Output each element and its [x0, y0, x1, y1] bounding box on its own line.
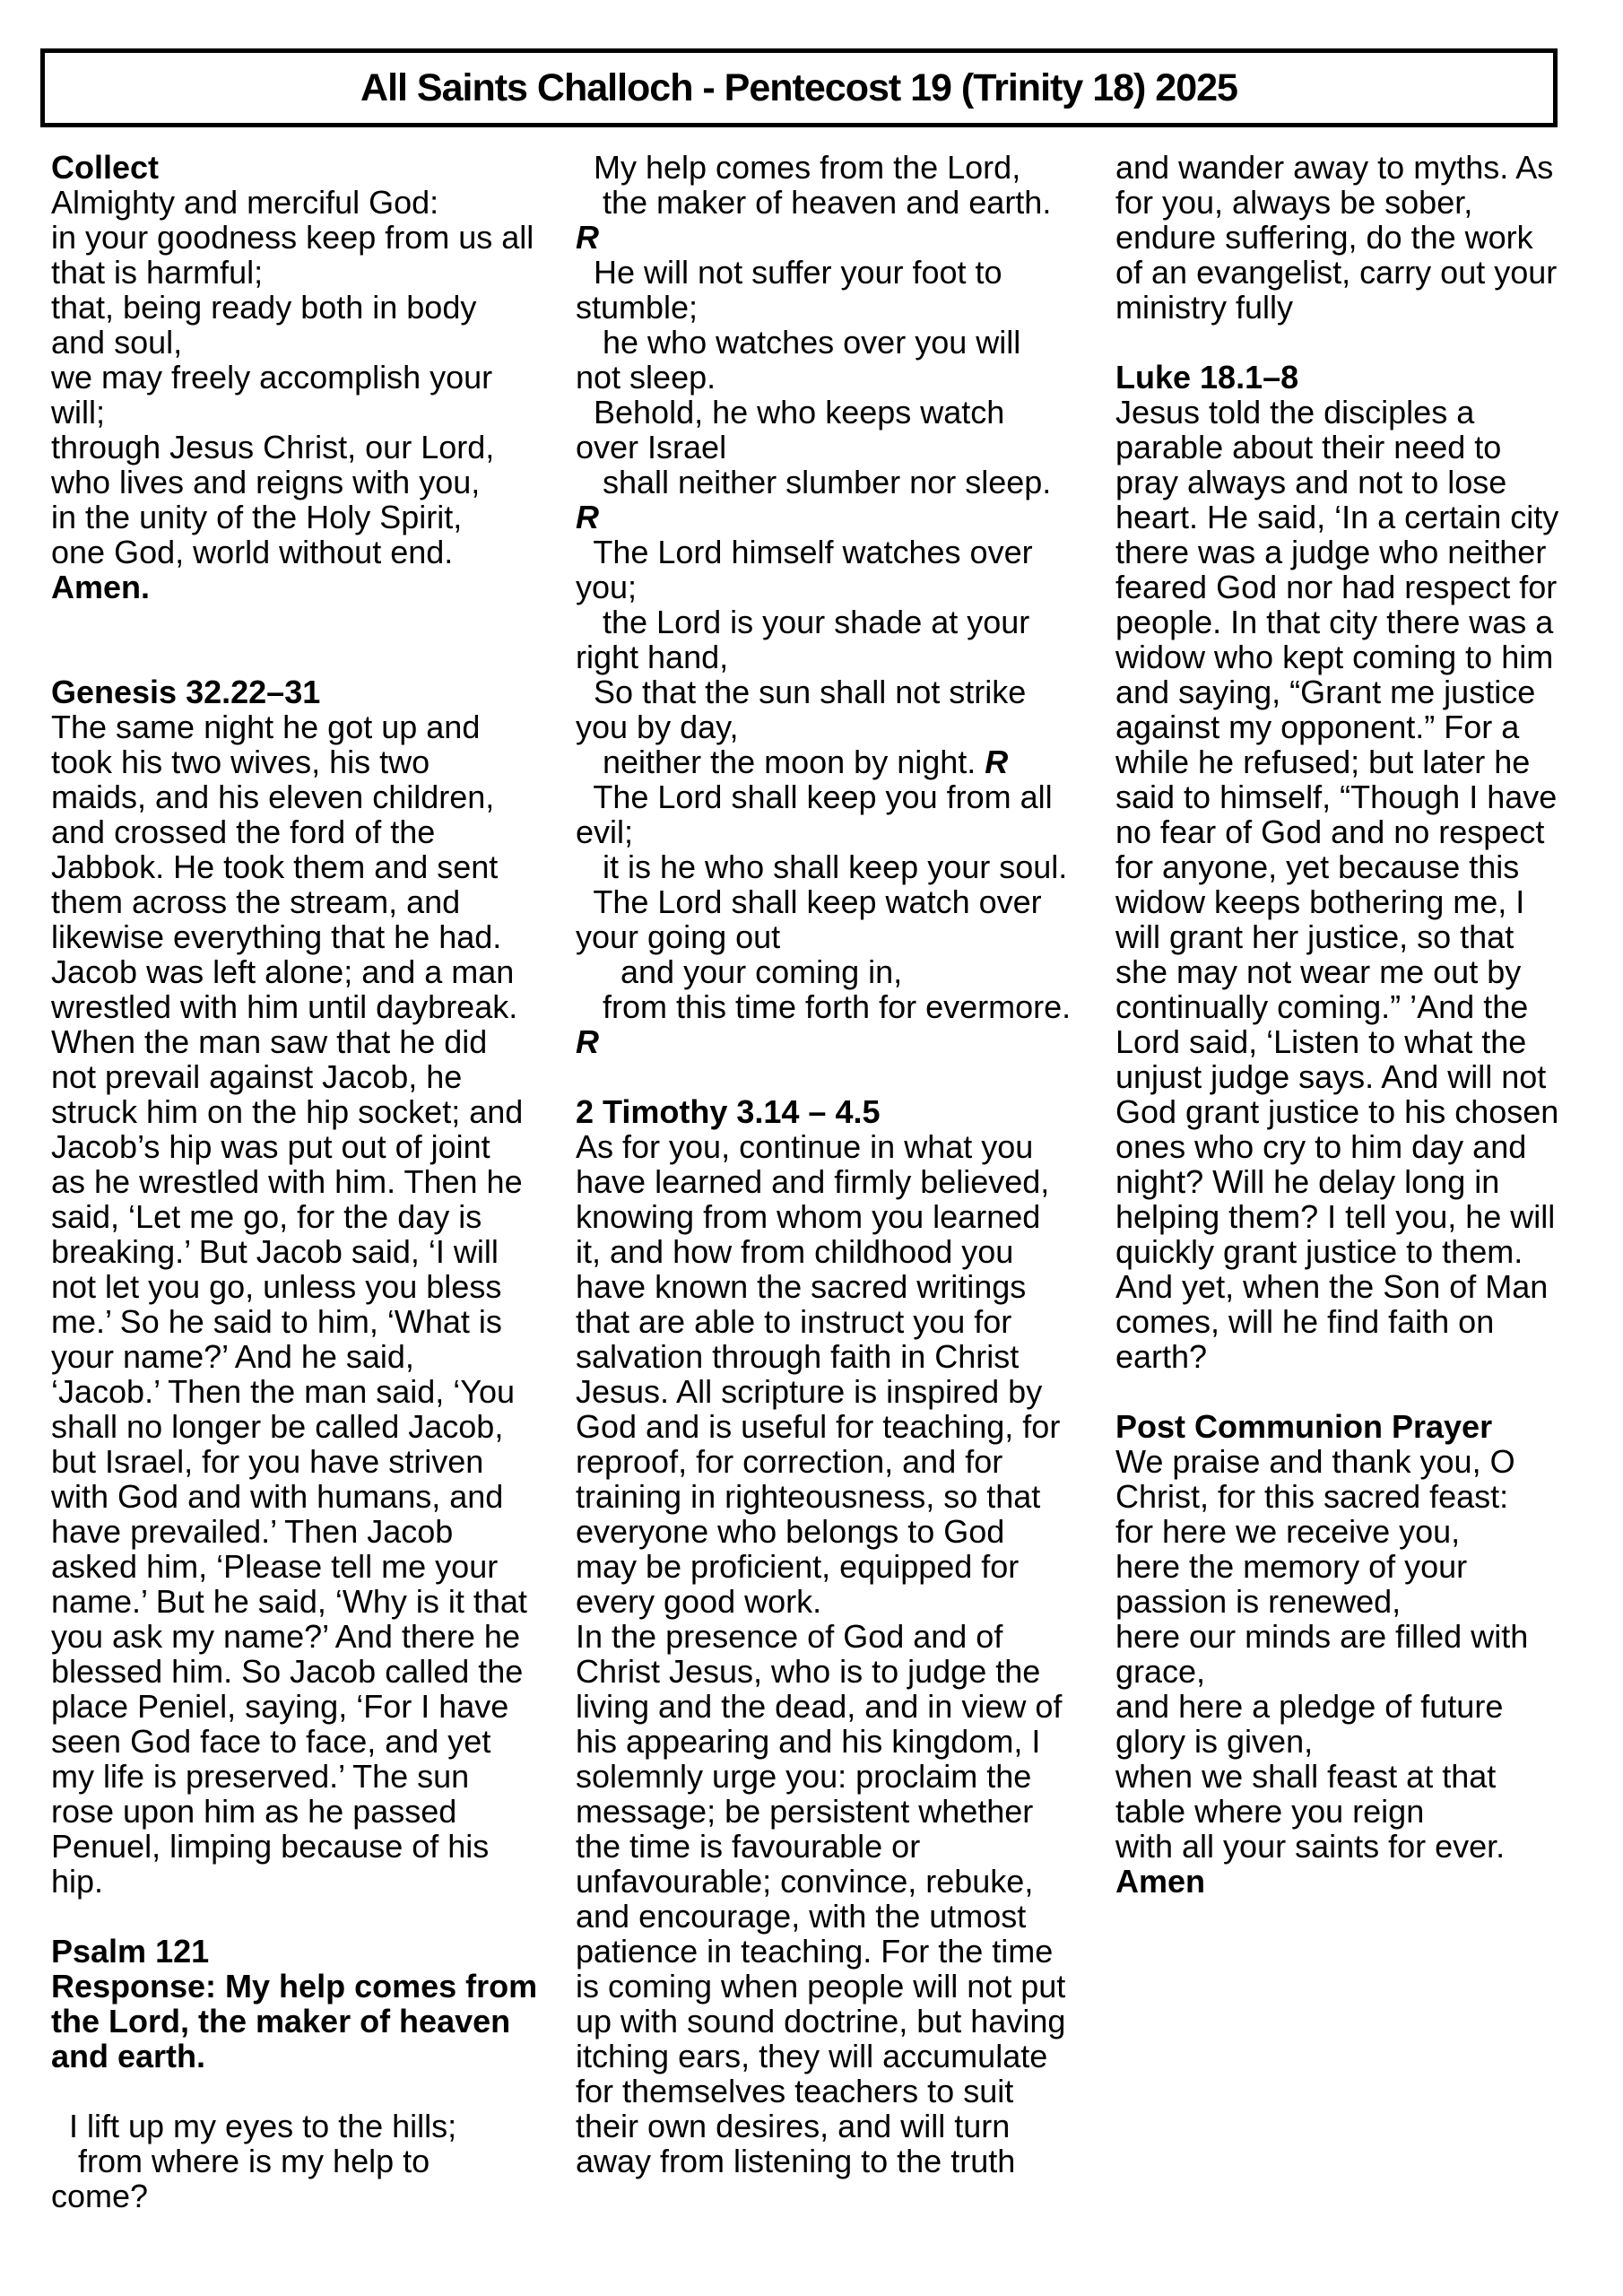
- text-line: parable about their need to: [1115, 429, 1502, 465]
- text-line: with God and with humans, and: [51, 1478, 504, 1515]
- text-line: The Lord himself watches over: [576, 534, 1033, 570]
- text-line: struck him on the hip socket; and: [51, 1093, 524, 1130]
- text-line: for anyone, yet because this: [1115, 848, 1520, 885]
- text-line: Jacob was left alone; and a man: [51, 953, 515, 990]
- text-line: his appearing and his kingdom, I: [576, 1723, 1041, 1760]
- text-line: you ask my name?’ And there he: [51, 1618, 520, 1655]
- text-line: that, being ready both in body: [51, 289, 477, 326]
- text-line: took his two wives, his two: [51, 744, 430, 780]
- text-line: their own desires, and will turn: [576, 2108, 1011, 2144]
- text-line: your name?’ And he said,: [51, 1338, 414, 1375]
- text-line: not prevail against Jacob, he: [51, 1058, 463, 1095]
- text-line: your going out: [576, 918, 781, 955]
- text-line: and here a pledge of future: [1115, 1688, 1504, 1725]
- text-line: who lives and reigns with you,: [51, 464, 481, 500]
- text-line: and crossed the ford of the: [51, 813, 436, 850]
- text-line: may be proficient, equipped for: [576, 1548, 1020, 1585]
- text-line: helping them? I tell you, he will: [1115, 1198, 1556, 1235]
- page-title: All Saints Challoch - Pentecost 19 (Trinity 18) 2025: [360, 65, 1237, 109]
- text-line: you;: [576, 569, 638, 605]
- spacer-line: [1115, 325, 1618, 360]
- text-line: Response: My help comes from: [51, 1968, 538, 2005]
- text-line: here our minds are filled with: [1115, 1618, 1529, 1655]
- text-line: Amen: [1115, 1863, 1206, 1900]
- text-line: R: [576, 499, 599, 535]
- text-line: for themselves teachers to suit: [576, 2073, 1014, 2109]
- text-line: reproof, for correction, and for: [576, 1443, 1003, 1480]
- text-line: The same night he got up and: [51, 709, 481, 745]
- text-line: I lift up my eyes to the hills;: [51, 2108, 457, 2144]
- text-line: you by day,: [576, 709, 739, 745]
- text-line: when we shall feast at that: [1115, 1758, 1497, 1795]
- text-line: the maker of heaven and earth.: [576, 184, 1052, 221]
- text-line: them across the stream, and: [51, 883, 461, 920]
- text-line: R: [576, 1023, 599, 1060]
- text-line: for here we receive you,: [1115, 1513, 1461, 1550]
- text-line: He will not suffer your foot to: [576, 254, 1002, 291]
- text-line: not sleep.: [576, 359, 716, 396]
- text-line: Collect: [51, 149, 160, 186]
- spacer-line: [1115, 1374, 1618, 1409]
- text-line: itching ears, they will accumulate: [576, 2038, 1048, 2074]
- text-line: living and the dead, and in view of: [576, 1688, 1063, 1725]
- text-line: passion is renewed,: [1115, 1583, 1402, 1620]
- text-line: against my opponent.” For a: [1115, 709, 1520, 745]
- text-line: she may not wear me out by: [1115, 953, 1522, 990]
- text-line: God grant justice to his chosen: [1115, 1093, 1559, 1130]
- text-line: The Lord shall keep you from all: [576, 778, 1053, 815]
- text-line: and your coming in,: [576, 953, 903, 990]
- text-line: maids, and his eleven children,: [51, 778, 495, 815]
- text-line: Lord said, ‘Listen to what the: [1115, 1023, 1527, 1060]
- text-line: neither the moon by night. R: [576, 744, 1009, 780]
- text-line: for you, always be sober,: [1115, 184, 1473, 221]
- text-line: and saying, “Grant me justice: [1115, 674, 1536, 710]
- text-line: As for you, continue in what you: [576, 1128, 1034, 1165]
- spacer-line: [51, 1899, 576, 1934]
- text-line: of an evangelist, carry out your: [1115, 254, 1558, 291]
- text-line: not let you go, unless you bless: [51, 1268, 502, 1305]
- text-line: likewise everything that he had.: [51, 918, 502, 955]
- text-line: knowing from whom you learned: [576, 1198, 1041, 1235]
- text-line: breaking.’ But Jacob said, ‘I will: [51, 1233, 499, 1270]
- text-line: with all your saints for ever.: [1115, 1828, 1506, 1865]
- text-line: Jacob’s hip was put out of joint: [51, 1128, 490, 1165]
- text-line: unfavourable; convince, rebuke,: [576, 1863, 1034, 1900]
- text-line: widow who kept coming to him: [1115, 639, 1554, 675]
- text-line: he who watches over you will: [576, 324, 1021, 361]
- text-line: right hand,: [576, 639, 729, 675]
- text-line: ministry fully: [1115, 289, 1294, 326]
- text-line: is coming when people will not put: [576, 1968, 1066, 2005]
- text-line: the time is favourable or: [576, 1828, 921, 1865]
- text-line: wrestled with him until daybreak.: [51, 988, 518, 1025]
- spacer-line: [576, 1059, 1100, 1094]
- text-line: shall neither slumber nor sleep.: [576, 464, 1052, 500]
- text-line: that is harmful;: [51, 254, 264, 291]
- text-line: continually coming.” ’And the: [1115, 988, 1529, 1025]
- text-line: from where is my help to: [51, 2143, 430, 2179]
- text-line: in the unity of the Holy Spirit,: [51, 499, 463, 535]
- text-line: place Peniel, saying, ‘For I have: [51, 1688, 509, 1725]
- text-line: blessed him. So Jacob called the: [51, 1653, 524, 1690]
- text-line: every good work.: [576, 1583, 822, 1620]
- text-line: 2 Timothy 3.14 – 4.5: [576, 1093, 881, 1130]
- text-line: and soul,: [51, 324, 183, 361]
- text-line: my life is preserved.’ The sun: [51, 1758, 470, 1795]
- text-line: the Lord is your shade at your: [576, 604, 1030, 640]
- text-line: hip.: [51, 1863, 104, 1900]
- text-line: it, and how from childhood you: [576, 1233, 1014, 1270]
- title-box: [40, 48, 1558, 127]
- text-line: Genesis 32.22–31: [51, 674, 321, 710]
- text-line: Jabbok. He took them and sent: [51, 848, 499, 885]
- text-line: Amen.: [51, 569, 151, 605]
- text-line: We praise and thank you, O: [1115, 1443, 1515, 1480]
- text-line: Christ, for this sacred feast:: [1115, 1478, 1509, 1515]
- text-line: R: [576, 219, 599, 256]
- text-line: asked him, ‘Please tell me your: [51, 1548, 499, 1585]
- text-line: as he wrestled with him. Then he: [51, 1163, 523, 1200]
- text-line: Psalm 121: [51, 1933, 210, 1970]
- column-left: [51, 150, 576, 2213]
- text-line: will;: [51, 394, 105, 430]
- text-line: from this time forth for evermore.: [576, 988, 1072, 1025]
- text-line: evil;: [576, 813, 634, 850]
- text-line: Almighty and merciful God:: [51, 184, 439, 221]
- text-line: And yet, when the Son of Man: [1115, 1268, 1549, 1305]
- text-line: and earth.: [51, 2038, 206, 2074]
- text-line: earth?: [1115, 1338, 1208, 1375]
- text-line: shall no longer be called Jacob,: [51, 1408, 504, 1445]
- text-line: name.’ But he said, ‘Why is it that: [51, 1583, 527, 1620]
- text-line: up with sound doctrine, but having: [576, 2003, 1066, 2039]
- text-line: solemnly urge you: proclaim the: [576, 1758, 1032, 1795]
- text-line: have learned and firmly believed,: [576, 1163, 1050, 1200]
- text-line: In the presence of God and of: [576, 1618, 1003, 1655]
- text-line: patience in teaching. For the time: [576, 1933, 1054, 1970]
- text-line: training in righteousness, so that: [576, 1478, 1041, 1515]
- text-line: salvation through faith in Christ: [576, 1338, 1020, 1375]
- text-line: night? Will he delay long in: [1115, 1163, 1500, 1200]
- text-line: said to himself, “Though I have: [1115, 778, 1558, 815]
- text-line: and encourage, with the utmost: [576, 1898, 1027, 1935]
- text-line: me.’ So he said to him, ‘What is: [51, 1303, 502, 1340]
- text-line: God and is useful for teaching, for: [576, 1408, 1061, 1445]
- text-line: widow keeps bothering me, I: [1115, 883, 1525, 920]
- spacer-line: [51, 604, 576, 639]
- text-line: the Lord, the maker of heaven: [51, 2003, 511, 2039]
- text-line: ones who cry to him day and: [1115, 1128, 1527, 1165]
- text-line: have prevailed.’ Then Jacob: [51, 1513, 454, 1550]
- spacer-line: [51, 639, 576, 674]
- text-line: Christ Jesus, who is to judge the: [576, 1653, 1041, 1690]
- text-line: quickly grant justice to them.: [1115, 1233, 1523, 1270]
- text-line: rose upon him as he passed: [51, 1793, 457, 1830]
- text-line: through Jesus Christ, our Lord,: [51, 429, 495, 465]
- text-line: while he refused; but later he: [1115, 744, 1531, 780]
- text-line: message; be persistent whether: [576, 1793, 1034, 1830]
- text-line: Luke 18.1–8: [1115, 359, 1299, 396]
- text-line: pray always and not to lose: [1115, 464, 1507, 500]
- text-line: stumble;: [576, 289, 699, 326]
- column-middle: [576, 150, 1100, 2179]
- text-line: unjust judge says. And will not: [1115, 1058, 1547, 1095]
- text-line: Penuel, limping because of his: [51, 1828, 490, 1865]
- text-line: people. In that city there was a: [1115, 604, 1554, 640]
- text-line: seen God face to face, and yet: [51, 1723, 491, 1760]
- text-line: Post Communion Prayer: [1115, 1408, 1493, 1445]
- text-line: away from listening to the truth: [576, 2143, 1016, 2179]
- column-right: [1115, 150, 1618, 1899]
- text-line: grace,: [1115, 1653, 1206, 1690]
- text-line: it is he who shall keep your soul.: [576, 848, 1068, 885]
- text-line: Behold, he who keeps watch: [576, 394, 1005, 430]
- text-line: but Israel, for you have striven: [51, 1443, 484, 1480]
- text-line: that are able to instruct you for: [576, 1303, 1012, 1340]
- text-line: over Israel: [576, 429, 727, 465]
- text-line: Jesus told the disciples a: [1115, 394, 1475, 430]
- text-line: heart. He said, ‘In a certain city: [1115, 499, 1559, 535]
- text-line: come?: [51, 2178, 149, 2214]
- text-line: When the man saw that he did: [51, 1023, 488, 1060]
- text-line: The Lord shall keep watch over: [576, 883, 1042, 920]
- spacer-line: [51, 2074, 576, 2109]
- text-line: no fear of God and no respect: [1115, 813, 1545, 850]
- text-line: said, ‘Let me go, for the day is: [51, 1198, 482, 1235]
- text-line: ‘Jacob.’ Then the man said, ‘You: [51, 1373, 516, 1410]
- text-line: will grant her justice, so that: [1115, 918, 1515, 955]
- text-line: everyone who belongs to God: [576, 1513, 1005, 1550]
- text-line: feared God nor had respect for: [1115, 569, 1558, 605]
- text-line: glory is given,: [1115, 1723, 1314, 1760]
- text-line: My help comes from the Lord,: [576, 149, 1021, 186]
- text-line: and wander away to myths. As: [1115, 149, 1554, 186]
- text-line: one God, world without end.: [51, 534, 454, 570]
- text-line: we may freely accomplish your: [51, 359, 493, 396]
- text-line: have known the sacred writings: [576, 1268, 1027, 1305]
- text-line: So that the sun shall not strike: [576, 674, 1027, 710]
- text-line: here the memory of your: [1115, 1548, 1468, 1585]
- text-line: in your goodness keep from us all: [51, 219, 534, 256]
- text-line: Jesus. All scripture is inspired by: [576, 1373, 1043, 1410]
- text-line: there was a judge who neither: [1115, 534, 1547, 570]
- text-line: table where you reign: [1115, 1793, 1425, 1830]
- text-line: endure suffering, do the work: [1115, 219, 1533, 256]
- text-line: comes, will he find faith on: [1115, 1303, 1495, 1340]
